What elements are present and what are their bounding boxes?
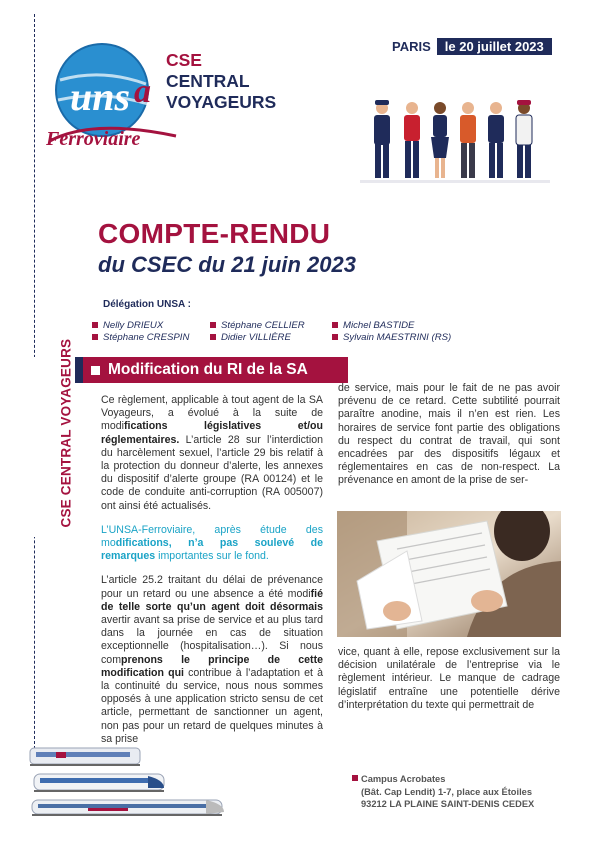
staff-figure-3 xyxy=(431,102,449,178)
train-3 xyxy=(32,800,224,816)
train-illustration xyxy=(28,742,228,822)
body-column-right-top xyxy=(338,382,560,499)
date-pill: le 20 juillet 2023 xyxy=(437,38,552,55)
body-column-left xyxy=(101,394,323,757)
footer-address xyxy=(361,773,534,811)
svg-text:a: a xyxy=(134,73,151,110)
member-name: Stéphane CELLIER xyxy=(210,320,305,331)
cse-line: CSE xyxy=(166,50,202,70)
address-bullet-icon xyxy=(352,775,358,781)
section-title: Modification du RI de la SA xyxy=(108,361,308,378)
person-reading-document-photo xyxy=(337,511,561,637)
address-line-1: Campus Acrobates xyxy=(361,774,446,784)
member-name: Nelly DRIEUX xyxy=(92,320,163,331)
logo-wordmark: Ferroviaire xyxy=(46,128,141,150)
unsa-statement: L’UNSA-Ferroviaire, après étude des modifications, n’a pas soulevé de remarques importantes sur le fond. xyxy=(101,523,323,563)
svg-text:uns: uns xyxy=(70,74,131,119)
paragraph: L’article 25.2 traitant du délai de prévenance pour un retard ou une absence a été modifié de telle sorte qu’un agent doit désormais avertir avant sa prise de service et au plus tard dans la journée en cas de situation exceptionnelle (hospitalisation…). Si nous comprenons le principe de cette modification qui contribue à l’adaptation et à la continuité du service, nous nous sommes opposés à une application stricto sensu de cet article, permettant de sanctionner un agent, non pas pour un retard de quelques minutes à sa prise xyxy=(101,574,323,745)
member-name: Didier VILLIÈRE xyxy=(210,332,291,343)
voyageurs-line: VOYAGEURS xyxy=(166,92,277,112)
train-2 xyxy=(34,774,164,792)
date-header xyxy=(392,37,552,55)
page-title: COMPTE-RENDU xyxy=(98,218,331,249)
member-name: Sylvain MAESTRINI (RS) xyxy=(332,332,451,343)
member-name: Stéphane CRESPIN xyxy=(92,332,189,343)
staff-figure-2 xyxy=(404,102,420,178)
member-name: Michel BASTIDE xyxy=(332,320,414,331)
staff-figure-1 xyxy=(374,100,390,178)
cse-title xyxy=(166,50,276,113)
paragraph: Ce règlement, applicable à tout agent de la SA Voyageurs, a évolué à la suite de modifications législatives et/ou réglementaires. L’article 28 sur l’interdiction du harcèlement sexuel, l’article 29 bis relatif à la protection du donneur d’alerte, les annexes du dispositif d’alerte groupe (RA 00124) et le code de conduite anti-corruption (RA 005007) ont ainsi été actualisés. xyxy=(101,394,323,512)
staff-figure-6 xyxy=(516,100,532,178)
delegation-label: Délégation UNSA : xyxy=(103,299,191,310)
paragraph: vice, quant à elle, repose exclusivement sur la décision unilatérale de l’entreprise via le règlement intérieur. Le manque de cadrage législatif entraîne une potentielle dérive d’interprétation du texte qui permettrait de xyxy=(338,646,560,711)
staff-figure-4 xyxy=(460,102,476,178)
section-square-icon xyxy=(91,366,100,375)
central-line: CENTRAL xyxy=(166,71,250,91)
address-line-2: (Bât. Cap Lendit) 1-7, place aux Étoiles xyxy=(361,786,532,797)
page-subtitle: du CSEC du 21 juin 2023 xyxy=(98,252,356,277)
railway-staff-illustration xyxy=(360,96,560,188)
vertical-label-background xyxy=(26,357,44,537)
date-city: PARIS xyxy=(392,38,431,54)
body-column-right-bottom xyxy=(338,646,560,723)
address-line-3: 93212 LA PLAINE SAINT-DENIS CEDEX xyxy=(361,799,535,809)
vertical-side-label: CSE CENTRAL VOYAGEURS xyxy=(58,338,74,528)
staff-figure-5 xyxy=(488,102,504,178)
train-1 xyxy=(30,748,140,766)
paragraph: de service, mais pour le fait de ne pas avoir prévenu de ce retard. Cette subtilité pourrait paraître anodine, mais il n’en est rien. Les horaires de service font partie des obligations du respect du contrat de travail, qui sont encadrées par des dispositifs légaux et réglementaires en cas de non-respect. La prévenance en amont de la prise de ser- xyxy=(338,382,560,487)
section-header xyxy=(75,357,348,383)
